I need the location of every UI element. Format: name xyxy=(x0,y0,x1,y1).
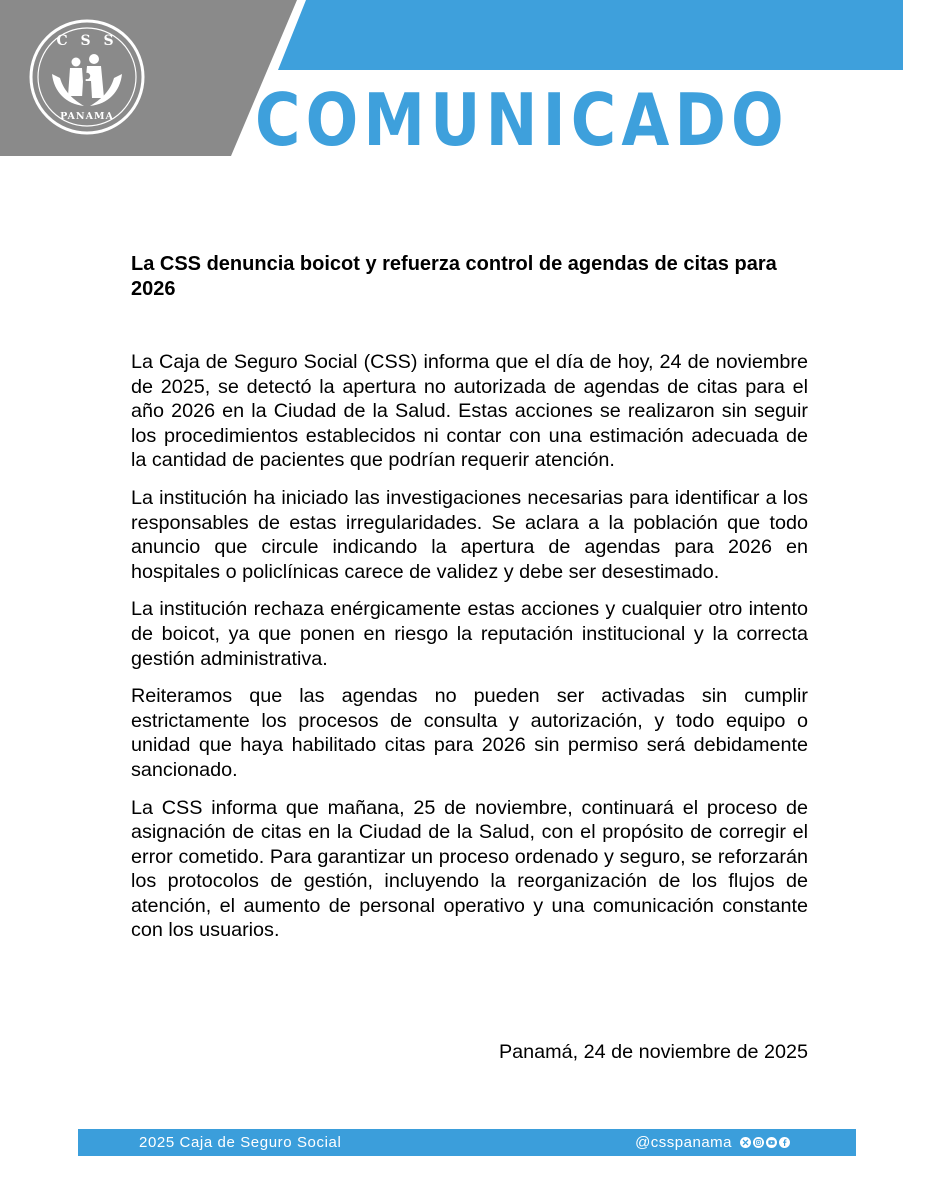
body-paragraph: La institución rechaza enérgicamente estas acciones y cualquier otro intento de boicot, ya que ponen en riesgo la reputación institucional y la correcta gestión administrativa. xyxy=(131,598,808,670)
body-paragraph: Reiteramos que las agendas no pueden ser activadas sin cumplir estrictamente los procesos de consulta y autorización, y todo equipo o unidad que haya habilitado citas para 2026 sin permiso será debidamente sancionado. xyxy=(131,685,808,781)
facebook-icon[interactable] xyxy=(779,1137,790,1148)
date-signature: Panamá, 24 de noviembre de 2025 xyxy=(498,1041,808,1063)
footer-social xyxy=(635,1129,790,1156)
comunicado-title: COMUNICADO xyxy=(255,78,789,162)
footer-bar xyxy=(78,1129,856,1156)
svg-text:C S S: C S S xyxy=(56,33,118,49)
body-paragraph: La institución ha iniciado las investigaciones necesarias para identificar a los responsables de estas irregularidades. Se aclara a la población que todo anuncio que circule indicando la apertura de agendas para 2026 en hospitales o policlínicas carece de validez y debe ser desestimado. xyxy=(131,486,808,583)
youtube-icon[interactable] xyxy=(766,1137,777,1148)
x-icon[interactable] xyxy=(740,1137,751,1148)
document-body xyxy=(131,350,808,956)
body-paragraph: La Caja de Seguro Social (CSS) informa que el día de hoy, 24 de noviembre de 2025, se detectó la apertura no autorizada de agendas de citas para el año 2026 en la Ciudad de la Salud. Estas acciones se realizaron sin seguir los procedimientos establecidos ni contar con una estimación adecuada de la cantidad de pacientes que podrían requerir atención. xyxy=(131,351,808,472)
svg-text:PANAMA: PANAMA xyxy=(60,111,114,122)
instagram-icon[interactable] xyxy=(753,1137,764,1148)
document-title: La CSS denuncia boicot y refuerza control de agendas de citas para 2026 xyxy=(131,253,777,300)
social-handle[interactable]: @csspanama xyxy=(635,1134,732,1151)
footer-copyright: 2025 Caja de Seguro Social xyxy=(139,1134,342,1151)
header-banner xyxy=(0,0,939,160)
body-paragraph: La CSS informa que mañana, 25 de noviembre, continuará el proceso de asignación de citas en la Ciudad de la Salud, con el propósito de corregir el error cometido. Para garantizar un proceso ordenado y seguro, se reforzarán los protocolos de gestión, incluyendo la reorganización de los flujos de atención, el aumento de personal operativo y una comunicación constante con los usuarios. xyxy=(131,796,808,942)
css-logo xyxy=(28,18,146,136)
